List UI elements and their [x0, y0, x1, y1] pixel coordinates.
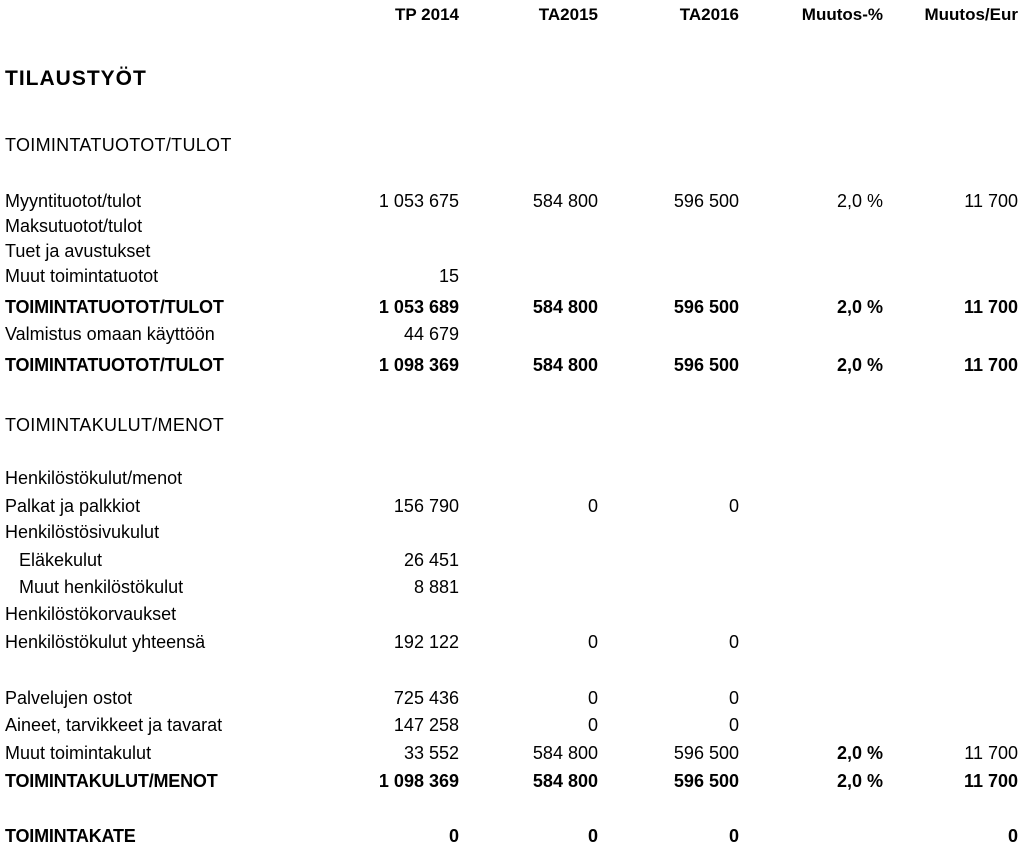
row-label: TOIMINTATUOTOT/TULOT: [5, 297, 224, 317]
table-row: [0, 577, 1024, 601]
row-label: TOIMINTATUOTOT/TULOT: [5, 355, 224, 375]
header-ta2015: TA2015: [538, 5, 598, 24]
row-label: Palkat ja palkkiot: [5, 496, 141, 516]
value-ta2015: 584 800: [532, 743, 598, 763]
table-row-total: [0, 771, 1024, 795]
row-label: Tuet ja avustukset: [5, 241, 151, 261]
table-row: [0, 715, 1024, 739]
value-ta2016: 0: [728, 688, 739, 708]
table-row: [0, 191, 1024, 215]
value-tp2014: 192 122: [393, 632, 459, 652]
value-change-eur: 11 700: [964, 191, 1018, 211]
row-label: Henkilöstösivukulut: [5, 522, 160, 542]
value-ta2015: 0: [587, 715, 598, 735]
header-tp2014: TP 2014: [395, 5, 459, 24]
value-tp2014: 147 258: [393, 715, 459, 735]
row-label: Muut henkilöstökulut: [19, 577, 184, 597]
row-label: Valmistus omaan käyttöön: [5, 324, 215, 344]
value-ta2015: 584 800: [532, 355, 598, 375]
value-ta2015: 584 800: [532, 771, 598, 791]
row-label: TOIMINTAKULUT/MENOT: [5, 771, 218, 791]
table-row: [0, 468, 1024, 492]
value-ta2015: 0: [587, 632, 598, 652]
value-change-percent: 2,0 %: [836, 191, 883, 211]
table-row-subtotal: [0, 297, 1024, 321]
section-heading-expenses: TOIMINTAKULUT/MENOT: [5, 415, 225, 435]
value-tp2014: 1 098 369: [378, 355, 459, 375]
table-row: [0, 522, 1024, 546]
table-row-operating-margin: [0, 826, 1024, 850]
row-label: TOIMINTAKATE: [5, 826, 136, 846]
row-label: Muut toimintakulut: [5, 743, 152, 763]
row-label: Muut toimintatuotot: [5, 266, 159, 286]
value-ta2016: 596 500: [673, 297, 739, 317]
table-row: [0, 604, 1024, 628]
table-row: [0, 743, 1024, 767]
value-change-eur: 11 700: [964, 743, 1018, 763]
value-ta2015: 584 800: [532, 297, 598, 317]
value-change-eur: 11 700: [963, 355, 1018, 375]
table-row: [0, 266, 1024, 290]
row-label: Palvelujen ostot: [5, 688, 133, 708]
value-tp2014: 44 679: [403, 324, 459, 344]
row-label: Aineet, tarvikkeet ja tavarat: [5, 715, 223, 735]
value-tp2014: 1 053 689: [378, 297, 459, 317]
page-title: TILAUSTYÖT: [5, 67, 147, 90]
value-ta2016: 0: [728, 826, 739, 846]
header-change-eur: Muutos/Eur: [924, 5, 1018, 24]
value-change-percent: 2,0 %: [836, 743, 883, 763]
section-heading-income: TOIMINTATUOTOT/TULOT: [5, 135, 232, 155]
value-ta2015: 584 800: [532, 191, 598, 211]
header-ta2016: TA2016: [679, 5, 739, 24]
value-ta2015: 0: [587, 826, 598, 846]
value-tp2014: 33 552: [403, 743, 459, 763]
row-label: Myyntituotot/tulot: [5, 191, 142, 211]
value-change-percent: 2,0 %: [836, 355, 883, 375]
header-change-percent: Muutos-%: [801, 5, 883, 24]
value-ta2016: 596 500: [673, 743, 739, 763]
value-ta2015: 0: [587, 496, 598, 516]
table-row: [0, 688, 1024, 712]
value-ta2016: 0: [728, 632, 739, 652]
table-row: [0, 550, 1024, 574]
row-label: Eläkekulut: [19, 550, 103, 570]
value-tp2014: 1 053 675: [378, 191, 459, 211]
value-ta2016: 0: [728, 496, 739, 516]
value-ta2016: 596 500: [673, 355, 739, 375]
table-row: [0, 496, 1024, 520]
value-ta2016: 0: [728, 715, 739, 735]
value-change-percent: 2,0 %: [836, 771, 883, 791]
row-label: Henkilöstökulut/menot: [5, 468, 183, 488]
value-tp2014: 156 790: [393, 496, 459, 516]
row-label: Maksutuotot/tulot: [5, 216, 143, 236]
table-row: [0, 324, 1024, 348]
value-ta2016: 596 500: [673, 191, 739, 211]
value-change-eur: 0: [1007, 826, 1018, 846]
value-tp2014: 26 451: [403, 550, 459, 570]
value-tp2014: 1 098 369: [378, 771, 459, 791]
row-label: Henkilöstökorvaukset: [5, 604, 177, 624]
value-ta2015: 0: [587, 688, 598, 708]
table-row-total: [0, 355, 1024, 379]
value-tp2014: 725 436: [393, 688, 459, 708]
table-row: [0, 241, 1024, 265]
table-row: [0, 632, 1024, 656]
value-change-eur: 11 700: [963, 297, 1018, 317]
table-row: [0, 216, 1024, 240]
value-tp2014: 0: [448, 826, 459, 846]
value-change-percent: 2,0 %: [836, 297, 883, 317]
row-label: Henkilöstökulut yhteensä: [5, 632, 206, 652]
value-tp2014: 15: [438, 266, 459, 286]
value-change-eur: 11 700: [963, 771, 1018, 791]
value-ta2016: 596 500: [673, 771, 739, 791]
value-tp2014: 8 881: [413, 577, 459, 597]
